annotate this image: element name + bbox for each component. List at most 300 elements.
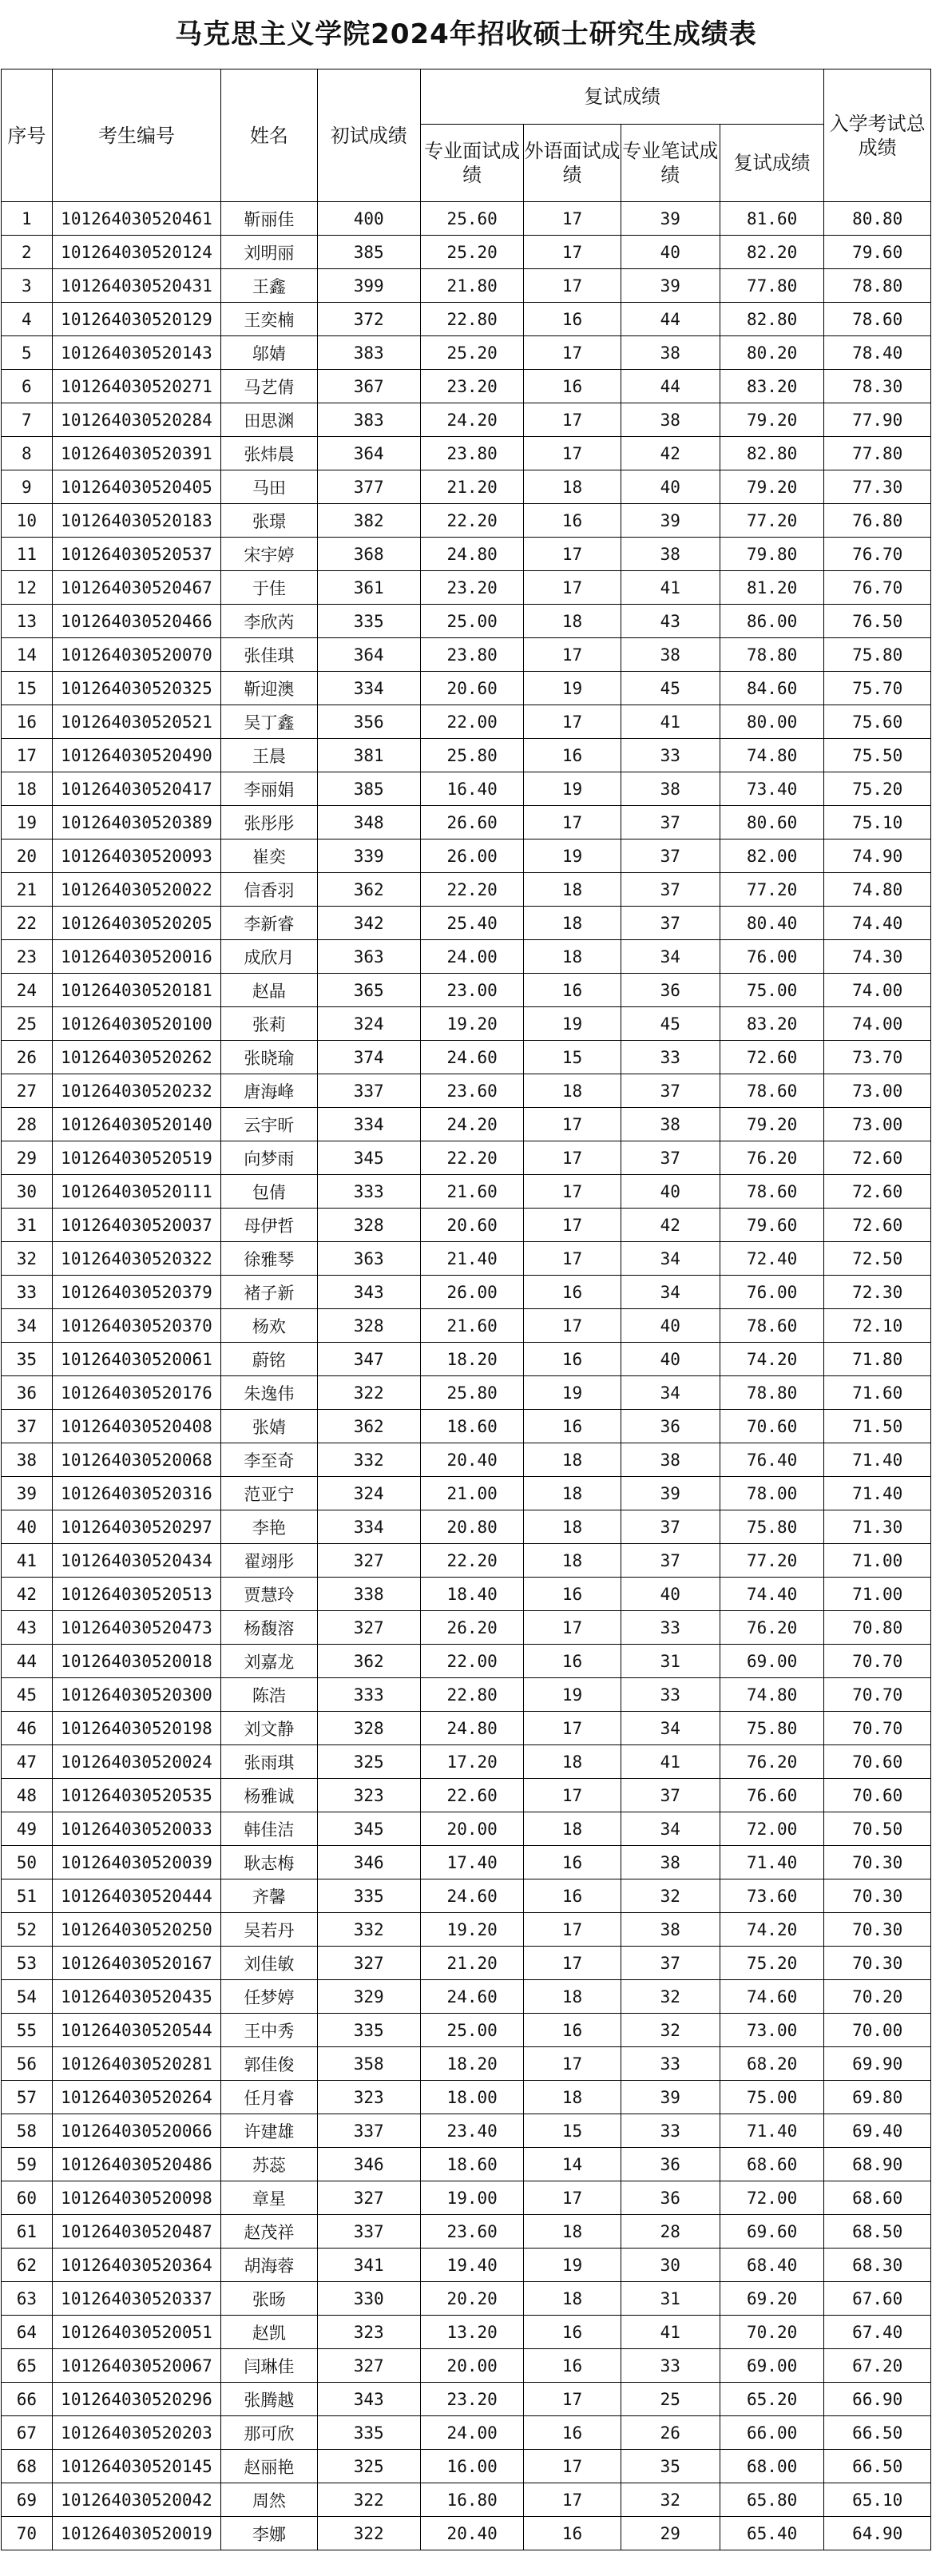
header-retest-group: 复试成绩 (420, 69, 823, 125)
cell-initial-score: 328 (317, 1209, 420, 1242)
cell-name: 许建雄 (221, 2114, 317, 2148)
cell-prof-interview: 23.60 (420, 2215, 523, 2249)
cell-name: 刘佳敏 (221, 1947, 317, 1980)
cell-initial-score: 343 (317, 1276, 420, 1309)
cell-name: 张腾越 (221, 2383, 317, 2416)
cell-prof-written: 33 (621, 2349, 720, 2383)
cell-seq: 46 (2, 1712, 53, 1745)
cell-initial-score: 358 (317, 2047, 420, 2081)
cell-name: 张彤彤 (221, 806, 317, 839)
cell-lang-interview: 17 (524, 571, 621, 605)
table-row (2, 1209, 931, 1242)
cell-total-score: 76.80 (824, 504, 931, 538)
cell-initial-score: 337 (317, 1074, 420, 1108)
cell-lang-interview: 17 (524, 538, 621, 571)
cell-exam-no: 101264030520019 (52, 2517, 221, 2550)
cell-total-score: 73.00 (824, 1108, 931, 1141)
cell-lang-interview: 17 (524, 1947, 621, 1980)
cell-total-score: 73.70 (824, 1041, 931, 1074)
cell-exam-no: 101264030520535 (52, 1779, 221, 1812)
cell-lang-interview: 17 (524, 1242, 621, 1276)
cell-retest-score: 75.80 (720, 1712, 823, 1745)
cell-seq: 55 (2, 2014, 53, 2047)
cell-exam-no: 101264030520205 (52, 907, 221, 940)
table-row (2, 2047, 931, 2081)
cell-prof-written: 37 (621, 1510, 720, 1544)
cell-initial-score: 365 (317, 974, 420, 1007)
cell-exam-no: 101264030520281 (52, 2047, 221, 2081)
cell-prof-interview: 20.00 (420, 1812, 523, 1846)
cell-initial-score: 338 (317, 1578, 420, 1611)
cell-retest-score: 73.60 (720, 1879, 823, 1913)
cell-name: 褚子新 (221, 1276, 317, 1309)
cell-prof-interview: 18.20 (420, 1343, 523, 1376)
cell-lang-interview: 18 (524, 1980, 621, 2014)
cell-prof-interview: 25.60 (420, 202, 523, 236)
cell-exam-no: 101264030520487 (52, 2215, 221, 2249)
table-row (2, 1343, 931, 1376)
cell-lang-interview: 16 (524, 1578, 621, 1611)
cell-exam-no: 101264030520435 (52, 1980, 221, 2014)
cell-seq: 1 (2, 202, 53, 236)
cell-exam-no: 101264030520408 (52, 1410, 221, 1443)
cell-seq: 63 (2, 2282, 53, 2316)
cell-retest-score: 80.00 (720, 705, 823, 739)
cell-name: 李欣芮 (221, 605, 317, 638)
table-row (2, 1074, 931, 1108)
table-row (2, 370, 931, 403)
cell-total-score: 70.80 (824, 1611, 931, 1645)
cell-total-score: 70.70 (824, 1678, 931, 1712)
cell-retest-score: 74.60 (720, 1980, 823, 2014)
cell-lang-interview: 16 (524, 1645, 621, 1678)
cell-total-score: 68.60 (824, 2181, 931, 2215)
cell-prof-written: 34 (621, 1276, 720, 1309)
cell-name: 闫琳佳 (221, 2349, 317, 2383)
cell-lang-interview: 16 (524, 370, 621, 403)
cell-prof-interview: 20.60 (420, 1209, 523, 1242)
cell-exam-no: 101264030520461 (52, 202, 221, 236)
cell-initial-score: 345 (317, 1812, 420, 1846)
cell-retest-score: 72.00 (720, 2181, 823, 2215)
table-row (2, 839, 931, 873)
cell-exam-no: 101264030520521 (52, 705, 221, 739)
cell-seq: 62 (2, 2249, 53, 2282)
cell-prof-interview: 20.20 (420, 2282, 523, 2316)
cell-prof-interview: 23.20 (420, 571, 523, 605)
cell-retest-score: 77.20 (720, 873, 823, 907)
cell-initial-score: 323 (317, 2316, 420, 2349)
cell-exam-no: 101264030520271 (52, 370, 221, 403)
cell-prof-written: 45 (621, 672, 720, 705)
cell-prof-interview: 24.60 (420, 1041, 523, 1074)
cell-exam-no: 101264030520140 (52, 1108, 221, 1141)
cell-seq: 40 (2, 1510, 53, 1544)
cell-retest-score: 69.60 (720, 2215, 823, 2249)
cell-seq: 59 (2, 2148, 53, 2181)
cell-initial-score: 399 (317, 269, 420, 303)
cell-lang-interview: 17 (524, 638, 621, 672)
cell-initial-score: 334 (317, 1510, 420, 1544)
cell-lang-interview: 16 (524, 2517, 621, 2550)
cell-lang-interview: 15 (524, 2114, 621, 2148)
cell-prof-written: 38 (621, 403, 720, 437)
cell-retest-score: 76.60 (720, 1779, 823, 1812)
cell-prof-written: 26 (621, 2416, 720, 2450)
cell-retest-score: 79.60 (720, 1209, 823, 1242)
cell-lang-interview: 17 (524, 1779, 621, 1812)
cell-prof-written: 40 (621, 1309, 720, 1343)
table-row (2, 2450, 931, 2483)
cell-exam-no: 101264030520337 (52, 2282, 221, 2316)
cell-name: 马艺倩 (221, 370, 317, 403)
cell-initial-score: 367 (317, 370, 420, 403)
table-row (2, 1846, 931, 1879)
table-row (2, 2383, 931, 2416)
cell-retest-score: 71.40 (720, 2114, 823, 2148)
table-header (2, 69, 931, 202)
cell-lang-interview: 17 (524, 202, 621, 236)
cell-lang-interview: 15 (524, 1041, 621, 1074)
cell-initial-score: 374 (317, 1041, 420, 1074)
cell-retest-score: 77.80 (720, 269, 823, 303)
cell-initial-score: 368 (317, 538, 420, 571)
cell-exam-no: 101264030520098 (52, 2181, 221, 2215)
cell-prof-written: 36 (621, 974, 720, 1007)
cell-retest-score: 70.60 (720, 1410, 823, 1443)
table-row (2, 202, 931, 236)
cell-lang-interview: 17 (524, 2047, 621, 2081)
cell-lang-interview: 19 (524, 1007, 621, 1041)
cell-prof-written: 32 (621, 2014, 720, 2047)
cell-name: 向梦雨 (221, 1141, 317, 1175)
cell-prof-written: 32 (621, 1980, 720, 2014)
cell-retest-score: 76.40 (720, 1443, 823, 1477)
cell-exam-no: 101264030520143 (52, 336, 221, 370)
cell-lang-interview: 17 (524, 705, 621, 739)
cell-prof-written: 37 (621, 1074, 720, 1108)
cell-total-score: 76.50 (824, 605, 931, 638)
cell-prof-interview: 23.80 (420, 437, 523, 470)
cell-initial-score: 323 (317, 1779, 420, 1812)
table-row (2, 1175, 931, 1209)
cell-total-score: 66.90 (824, 2383, 931, 2416)
cell-seq: 61 (2, 2215, 53, 2249)
cell-retest-score: 65.20 (720, 2383, 823, 2416)
table-row (2, 470, 931, 504)
cell-exam-no: 101264030520037 (52, 1209, 221, 1242)
cell-prof-written: 25 (621, 2383, 720, 2416)
cell-prof-interview: 20.40 (420, 1443, 523, 1477)
cell-name: 韩佳洁 (221, 1812, 317, 1846)
cell-total-score: 69.40 (824, 2114, 931, 2148)
cell-prof-written: 37 (621, 1141, 720, 1175)
cell-name: 赵凯 (221, 2316, 317, 2349)
cell-total-score: 70.20 (824, 1980, 931, 2014)
cell-lang-interview: 16 (524, 1343, 621, 1376)
table-row (2, 1980, 931, 2014)
cell-prof-interview: 26.00 (420, 839, 523, 873)
cell-seq: 23 (2, 940, 53, 974)
table-row (2, 303, 931, 336)
cell-name: 耿志梅 (221, 1846, 317, 1879)
cell-total-score: 70.60 (824, 1745, 931, 1779)
cell-name: 信香羽 (221, 873, 317, 907)
cell-name: 张璟 (221, 504, 317, 538)
table-row (2, 2014, 931, 2047)
table-row (2, 638, 931, 672)
cell-exam-no: 101264030520111 (52, 1175, 221, 1209)
cell-retest-score: 75.00 (720, 2081, 823, 2114)
cell-retest-score: 76.20 (720, 1141, 823, 1175)
cell-total-score: 78.30 (824, 370, 931, 403)
table-row (2, 2114, 931, 2148)
cell-exam-no: 101264030520490 (52, 739, 221, 772)
cell-seq: 22 (2, 907, 53, 940)
cell-prof-interview: 22.20 (420, 1544, 523, 1578)
cell-total-score: 66.50 (824, 2416, 931, 2450)
cell-seq: 19 (2, 806, 53, 839)
cell-prof-interview: 23.00 (420, 974, 523, 1007)
cell-prof-written: 38 (621, 638, 720, 672)
cell-prof-written: 37 (621, 806, 720, 839)
cell-prof-written: 45 (621, 1007, 720, 1041)
cell-seq: 43 (2, 1611, 53, 1645)
cell-total-score: 78.40 (824, 336, 931, 370)
cell-name: 周然 (221, 2483, 317, 2517)
cell-name: 蔚铭 (221, 1343, 317, 1376)
header-lang-interview: 外语面试成绩 (524, 125, 621, 202)
cell-lang-interview: 17 (524, 1611, 621, 1645)
table-row (2, 1712, 931, 1745)
cell-prof-written: 37 (621, 907, 720, 940)
header-name: 姓名 (221, 69, 317, 202)
cell-seq: 25 (2, 1007, 53, 1041)
cell-total-score: 77.30 (824, 470, 931, 504)
cell-exam-no: 101264030520232 (52, 1074, 221, 1108)
cell-name: 任梦婷 (221, 1980, 317, 2014)
cell-lang-interview: 17 (524, 1209, 621, 1242)
cell-total-score: 70.60 (824, 1779, 931, 1812)
cell-prof-written: 36 (621, 2181, 720, 2215)
cell-prof-written: 41 (621, 2316, 720, 2349)
cell-prof-interview: 25.20 (420, 336, 523, 370)
cell-name: 崔奕 (221, 839, 317, 873)
cell-exam-no: 101264030520198 (52, 1712, 221, 1745)
cell-prof-written: 38 (621, 1443, 720, 1477)
cell-lang-interview: 17 (524, 806, 621, 839)
cell-seq: 48 (2, 1779, 53, 1812)
cell-seq: 56 (2, 2047, 53, 2081)
cell-exam-no: 101264030520042 (52, 2483, 221, 2517)
cell-initial-score: 346 (317, 1846, 420, 1879)
table-row (2, 907, 931, 940)
cell-prof-interview: 25.20 (420, 236, 523, 269)
cell-total-score: 74.40 (824, 907, 931, 940)
cell-seq: 49 (2, 1812, 53, 1846)
cell-prof-interview: 26.60 (420, 806, 523, 839)
cell-lang-interview: 17 (524, 403, 621, 437)
cell-retest-score: 77.20 (720, 504, 823, 538)
cell-retest-score: 74.40 (720, 1578, 823, 1611)
cell-retest-score: 72.00 (720, 1812, 823, 1846)
cell-seq: 16 (2, 705, 53, 739)
cell-seq: 38 (2, 1443, 53, 1477)
cell-name: 田思渊 (221, 403, 317, 437)
cell-prof-written: 34 (621, 1812, 720, 1846)
cell-retest-score: 78.80 (720, 1376, 823, 1410)
cell-total-score: 69.90 (824, 2047, 931, 2081)
cell-total-score: 70.50 (824, 1812, 931, 1846)
cell-seq: 67 (2, 2416, 53, 2450)
cell-initial-score: 332 (317, 1913, 420, 1947)
cell-retest-score: 81.20 (720, 571, 823, 605)
cell-prof-interview: 17.40 (420, 1846, 523, 1879)
cell-retest-score: 79.20 (720, 470, 823, 504)
cell-exam-no: 101264030520100 (52, 1007, 221, 1041)
page-title: 马克思主义学院2024年招收硕士研究生成绩表 (175, 18, 757, 50)
cell-retest-score: 74.80 (720, 739, 823, 772)
cell-prof-interview: 22.60 (420, 1779, 523, 1812)
cell-lang-interview: 17 (524, 1309, 621, 1343)
table-row (2, 772, 931, 806)
cell-prof-interview: 21.00 (420, 1477, 523, 1510)
cell-exam-no: 101264030520513 (52, 1578, 221, 1611)
cell-prof-interview: 17.20 (420, 1745, 523, 1779)
cell-total-score: 70.30 (824, 1879, 931, 1913)
cell-lang-interview: 19 (524, 1678, 621, 1712)
cell-total-score: 80.80 (824, 202, 931, 236)
cell-name: 朱逸伟 (221, 1376, 317, 1410)
cell-initial-score: 322 (317, 2483, 420, 2517)
cell-seq: 24 (2, 974, 53, 1007)
cell-seq: 64 (2, 2316, 53, 2349)
cell-retest-score: 74.20 (720, 1913, 823, 1947)
cell-exam-no: 101264030520364 (52, 2249, 221, 2282)
cell-retest-score: 73.40 (720, 772, 823, 806)
table-row (2, 2316, 931, 2349)
cell-total-score: 72.10 (824, 1309, 931, 1343)
cell-initial-score: 348 (317, 806, 420, 839)
cell-retest-score: 82.00 (720, 839, 823, 873)
cell-lang-interview: 18 (524, 1074, 621, 1108)
cell-exam-no: 101264030520544 (52, 2014, 221, 2047)
cell-seq: 9 (2, 470, 53, 504)
cell-lang-interview: 17 (524, 1108, 621, 1141)
cell-initial-score: 332 (317, 1443, 420, 1477)
cell-initial-score: 363 (317, 1242, 420, 1276)
cell-total-score: 67.60 (824, 2282, 931, 2316)
cell-name: 于佳 (221, 571, 317, 605)
cell-prof-interview: 25.00 (420, 605, 523, 638)
cell-prof-written: 30 (621, 2249, 720, 2282)
cell-prof-written: 33 (621, 1611, 720, 1645)
cell-lang-interview: 17 (524, 1175, 621, 1209)
cell-total-score: 66.50 (824, 2450, 931, 2483)
cell-initial-score: 383 (317, 403, 420, 437)
cell-retest-score: 72.40 (720, 1242, 823, 1276)
cell-prof-written: 39 (621, 2081, 720, 2114)
cell-initial-score: 334 (317, 1108, 420, 1141)
cell-prof-interview: 25.00 (420, 2014, 523, 2047)
cell-retest-score: 75.80 (720, 1510, 823, 1544)
cell-lang-interview: 17 (524, 236, 621, 269)
cell-prof-written: 38 (621, 772, 720, 806)
cell-name: 靳丽佳 (221, 202, 317, 236)
cell-seq: 7 (2, 403, 53, 437)
cell-prof-interview: 22.00 (420, 705, 523, 739)
cell-seq: 13 (2, 605, 53, 638)
cell-prof-interview: 19.00 (420, 2181, 523, 2215)
cell-initial-score: 325 (317, 1745, 420, 1779)
table-row (2, 605, 931, 638)
cell-name: 张旸 (221, 2282, 317, 2316)
cell-exam-no: 101264030520473 (52, 1611, 221, 1645)
cell-prof-interview: 21.20 (420, 470, 523, 504)
cell-name: 齐馨 (221, 1879, 317, 1913)
table-row (2, 1510, 931, 1544)
cell-seq: 57 (2, 2081, 53, 2114)
cell-total-score: 71.40 (824, 1443, 931, 1477)
cell-name: 马田 (221, 470, 317, 504)
cell-retest-score: 76.00 (720, 940, 823, 974)
cell-exam-no: 101264030520316 (52, 1477, 221, 1510)
cell-name: 翟翊彤 (221, 1544, 317, 1578)
cell-prof-interview: 24.00 (420, 940, 523, 974)
cell-prof-written: 41 (621, 1745, 720, 1779)
table-row (2, 1578, 931, 1611)
cell-name: 张晓瑜 (221, 1041, 317, 1074)
cell-total-score: 71.00 (824, 1544, 931, 1578)
cell-prof-interview: 24.80 (420, 538, 523, 571)
cell-total-score: 70.30 (824, 1913, 931, 1947)
cell-prof-interview: 24.20 (420, 403, 523, 437)
table-row (2, 1443, 931, 1477)
cell-lang-interview: 17 (524, 1712, 621, 1745)
cell-initial-score: 346 (317, 2148, 420, 2181)
cell-total-score: 75.10 (824, 806, 931, 839)
cell-name: 范亚宁 (221, 1477, 317, 1510)
cell-seq: 29 (2, 1141, 53, 1175)
table-row (2, 403, 931, 437)
cell-prof-written: 29 (621, 2517, 720, 2550)
table-row (2, 974, 931, 1007)
cell-exam-no: 101264030520070 (52, 638, 221, 672)
cell-initial-score: 328 (317, 1712, 420, 1745)
table-row (2, 2349, 931, 2383)
cell-exam-no: 101264030520379 (52, 1276, 221, 1309)
cell-initial-score: 381 (317, 739, 420, 772)
cell-prof-interview: 22.00 (420, 1645, 523, 1678)
cell-total-score: 75.50 (824, 739, 931, 772)
cell-retest-score: 79.20 (720, 403, 823, 437)
cell-seq: 60 (2, 2181, 53, 2215)
cell-prof-written: 44 (621, 370, 720, 403)
cell-total-score: 68.30 (824, 2249, 931, 2282)
cell-initial-score: 335 (317, 605, 420, 638)
cell-initial-score: 361 (317, 571, 420, 605)
cell-name: 李至奇 (221, 1443, 317, 1477)
cell-prof-written: 28 (621, 2215, 720, 2249)
cell-seq: 44 (2, 1645, 53, 1678)
cell-total-score: 72.60 (824, 1175, 931, 1209)
cell-exam-no: 101264030520018 (52, 1645, 221, 1678)
cell-name: 包倩 (221, 1175, 317, 1209)
cell-retest-score: 77.20 (720, 1544, 823, 1578)
cell-exam-no: 101264030520061 (52, 1343, 221, 1376)
cell-retest-score: 68.00 (720, 2450, 823, 2483)
cell-total-score: 67.40 (824, 2316, 931, 2349)
